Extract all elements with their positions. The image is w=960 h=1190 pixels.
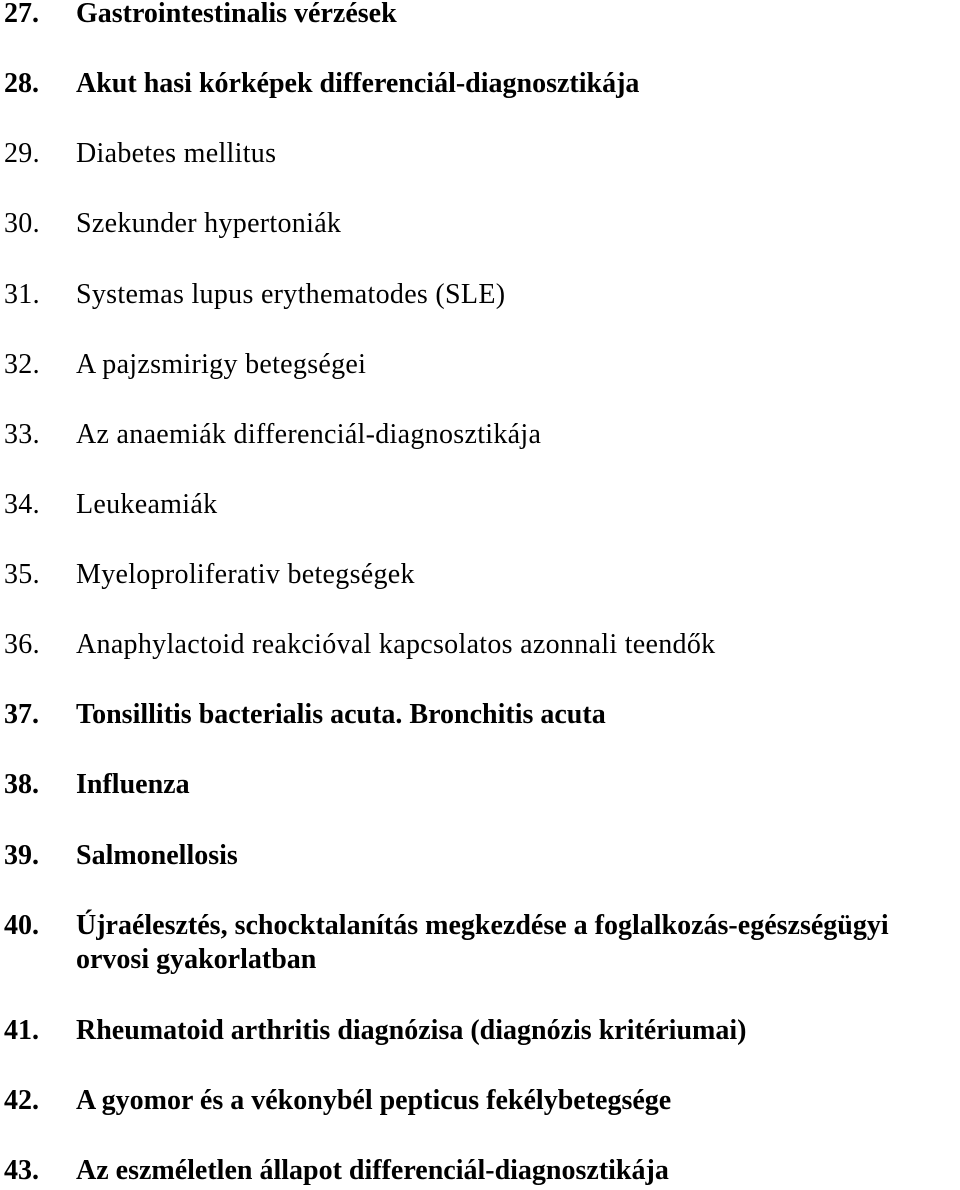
item-number: 29. xyxy=(4,138,40,169)
item-number: 28. xyxy=(4,68,39,99)
item-number: 40. xyxy=(4,910,39,941)
item-number: 38. xyxy=(4,769,39,800)
item-number: 27. xyxy=(4,0,39,29)
item-number: 36. xyxy=(4,629,40,660)
item-title: Az anaemiák differenciál-diagnosztikája xyxy=(76,419,542,450)
item-number: 35. xyxy=(4,559,40,590)
item-title: Szekunder hypertoniák xyxy=(76,208,342,239)
item-title: Újraélesztés, schocktalanítás megkezdése a foglalkozás-egészségügyi xyxy=(76,910,889,941)
item-number: 31. xyxy=(4,279,40,310)
item-title: A pajzsmirigy betegségei xyxy=(76,349,367,380)
item-title: Systemas lupus erythematodes (SLE) xyxy=(76,279,506,310)
item-number: 39. xyxy=(4,840,39,871)
item-title-line2: orvosi gyakorlatban xyxy=(76,944,317,975)
item-number: 37. xyxy=(4,699,39,730)
item-number: 34. xyxy=(4,489,40,520)
item-title: Rheumatoid arthritis diagnózisa (diagnózis kritériumai) xyxy=(76,1015,747,1046)
item-number: 32. xyxy=(4,349,40,380)
item-title: Myeloproliferativ betegségek xyxy=(76,559,415,590)
item-title: A gyomor és a vékonybél pepticus fekélybetegsége xyxy=(76,1085,672,1116)
item-number: 43. xyxy=(4,1155,39,1186)
item-title: Anaphylactoid reakcióval kapcsolatos azonnali teendők xyxy=(76,629,716,660)
item-title: Influenza xyxy=(76,769,190,800)
item-title: Salmonellosis xyxy=(76,840,238,871)
item-title: Akut hasi kórképek differenciál-diagnosztikája xyxy=(76,68,640,99)
item-number: 42. xyxy=(4,1085,39,1116)
item-title: Gastrointestinalis vérzések xyxy=(76,0,397,29)
item-number: 33. xyxy=(4,419,40,450)
item-title: Az eszméletlen állapot differenciál-diagnosztikája xyxy=(76,1155,669,1186)
item-number: 41. xyxy=(4,1015,39,1046)
item-title: Tonsillitis bacterialis acuta. Bronchitis acuta xyxy=(76,699,606,730)
item-number: 30. xyxy=(4,208,40,239)
item-title: Diabetes mellitus xyxy=(76,138,277,169)
item-title: Leukeamiák xyxy=(76,489,218,520)
